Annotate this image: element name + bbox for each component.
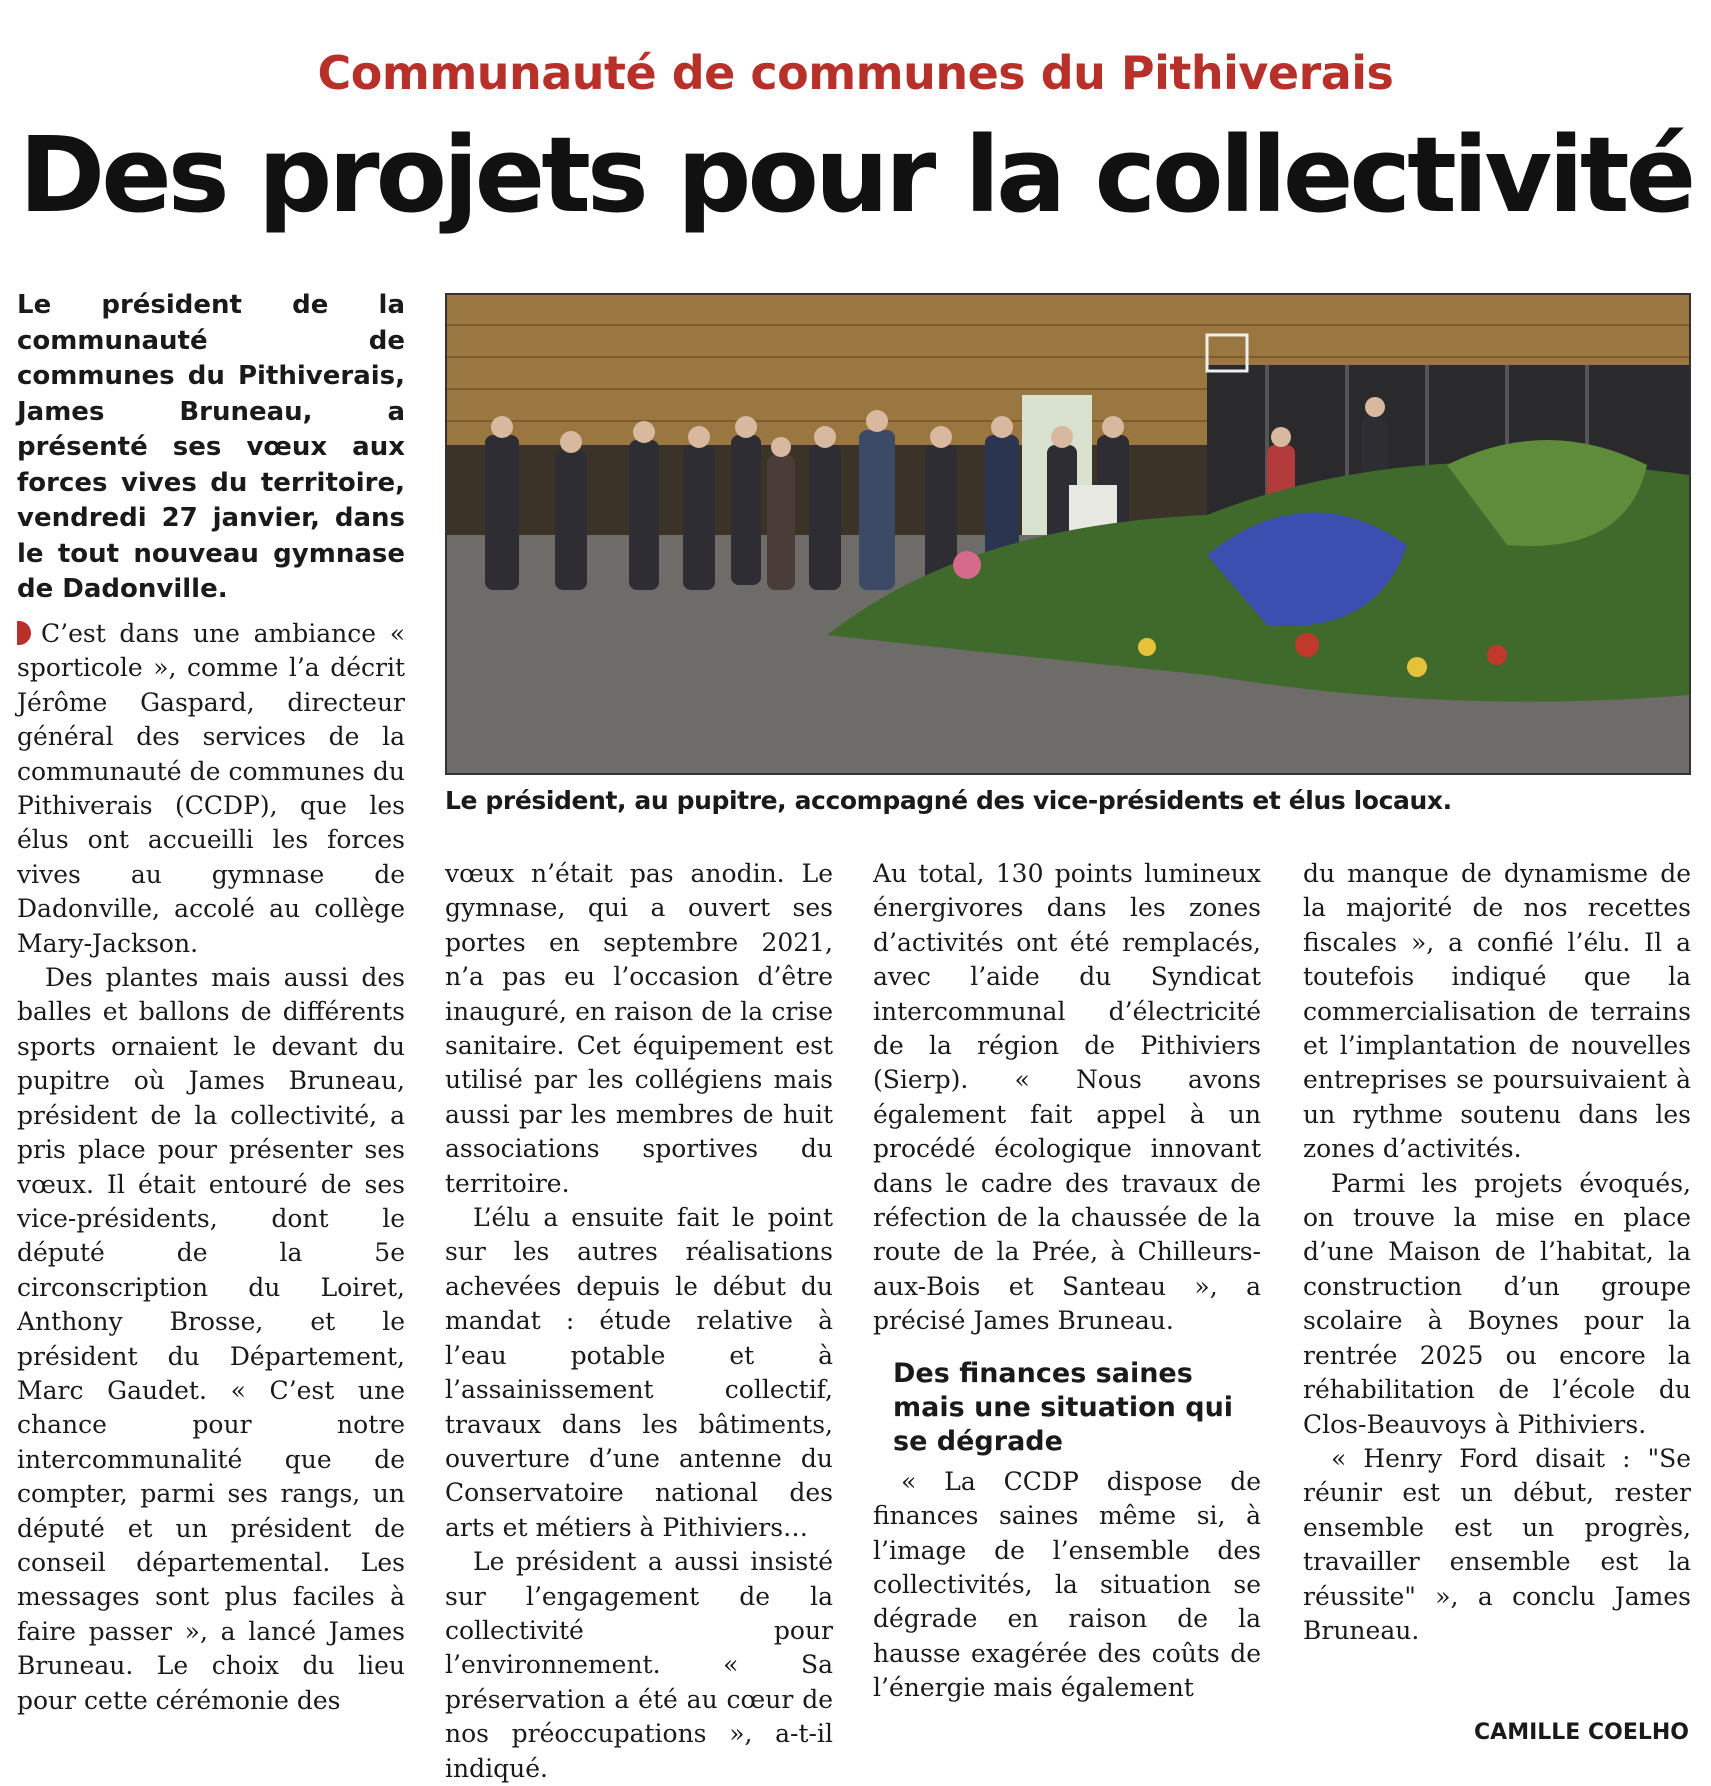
paragraph: « Henry Ford disait : "Se réunir est un début, rester ensemble est un progrès, travailler ensemble est la réussite" », a conclu James Bruneau.	[1303, 1443, 1691, 1645]
paragraph	[17, 617, 405, 961]
paragraph-marker-icon	[17, 621, 31, 645]
paragraph: « La CCDP dispose de finances saines même si, à l’image de l’ensemble des collectivités, la situation se dégrade en raison de la hausse exagérée des coûts de l’énergie mais également	[873, 1466, 1261, 1703]
paragraph: L’élu a ensuite fait le point sur les autres réalisations achevées depuis le début du mandat : étude relative à l’eau potable et à l’assainissement collectif, travaux dans les bâtiments, ouverture d’une antenne du Conservatoire national des arts et métiers à Pithiviers…	[445, 1203, 833, 1542]
article-lead: Le président de la communauté de communes du Pithiverais, James Bruneau, a présenté ses vœux aux forces vives du territoire, vendredi 27 janvier, dans le tout nouveau gymnase de Dadonville.	[17, 290, 405, 604]
article-column-1	[17, 617, 405, 1718]
paragraph: du manque de dynamisme de la majorité de nos recettes fiscales », a confié l’élu. Il a toutefois indiqué que la commercialisation de terrains et l’implantation de nouvelles entreprises se poursuivaient à un rythme soutenu dans les zones d’activités.	[1303, 859, 1691, 1164]
gymnasium-photo-illustration	[447, 295, 1689, 773]
paragraph: Le président a aussi insisté sur l’engagement de la collectivité pour l’environnement. « Sa préservation a été au cœur de nos préoccupations », a-t-il indiqué.	[445, 1547, 833, 1783]
article-kicker: Communauté de communes du Pithiverais	[317, 46, 1394, 100]
section-subheading: Des finances saines mais une situation qui se dégrade	[893, 1357, 1234, 1457]
article-column-3	[873, 857, 1261, 1706]
paragraph: Des plantes mais aussi des balles et ballons de différents sports ornaient le devant du pupitre où James Bruneau, président de la collectivité, a pris place pour présenter ses vœux. Il était entouré de ses vice-présidents, dont le député de la 5e circonscription du Loiret, Anthony Brosse, et le président du Département, Marc Gaudet. « C’est une chance pour notre intercommunalité que de compter, parmi ses rangs, un député et un président de conseil départemental. Les messages sont plus faciles à faire passer », a lancé James Bruneau. Le choix du lieu pour cette cérémonie des	[17, 963, 405, 1715]
paragraph: Au total, 130 points lumineux énergivores dans les zones d’activités ont été remplacés, avec l’aide du Syndicat intercommunal d’électricité de la région de Pithiviers (Sierp). « Nous avons également fait appel à un procédé écologique innovant dans le cadre des travaux de réfection de la chaussée de la route de la Prée, à Chilleurs-aux-Bois et Santeau », a précisé James Bruneau.	[873, 859, 1261, 1336]
paragraph: Parmi les projets évoqués, on trouve la mise en place d’une Maison de l’habitat, la construction d’un groupe scolaire à Boynes pour la rentrée 2025 ou encore la réhabilitation de l’école du Clos-Beauvoys à Pithiviers.	[1303, 1168, 1691, 1439]
author-byline: CAMILLE COELHO	[1474, 1720, 1689, 1745]
article-headline: Des projets pour la collectivité	[18, 114, 1693, 236]
photo-caption: Le président, au pupitre, accompagné des vice-présidents et élus locaux.	[445, 786, 1452, 815]
paragraph: vœux n’était pas anodin. Le gymnase, qui a ouvert ses portes en septembre 2021, n’a pas eu l’occasion d’être inauguré, en raison de la crise sanitaire. Cet équipement est utilisé par les collégiens mais aussi par les membres de huit associations sportives du territoire.	[445, 859, 833, 1198]
article-photo	[445, 293, 1691, 775]
paragraph-text: C’est dans une ambiance « sporticole », comme l’a décrit Jérôme Gaspard, directeur général des services de la communauté de communes du Pithiverais (CCDP), que les élus ont accueilli les forces vives au gymnase de Dadonville, accolé au collège Mary-Jackson.	[17, 619, 405, 958]
article-column-2	[445, 857, 833, 1786]
article-column-4	[1303, 857, 1691, 1648]
